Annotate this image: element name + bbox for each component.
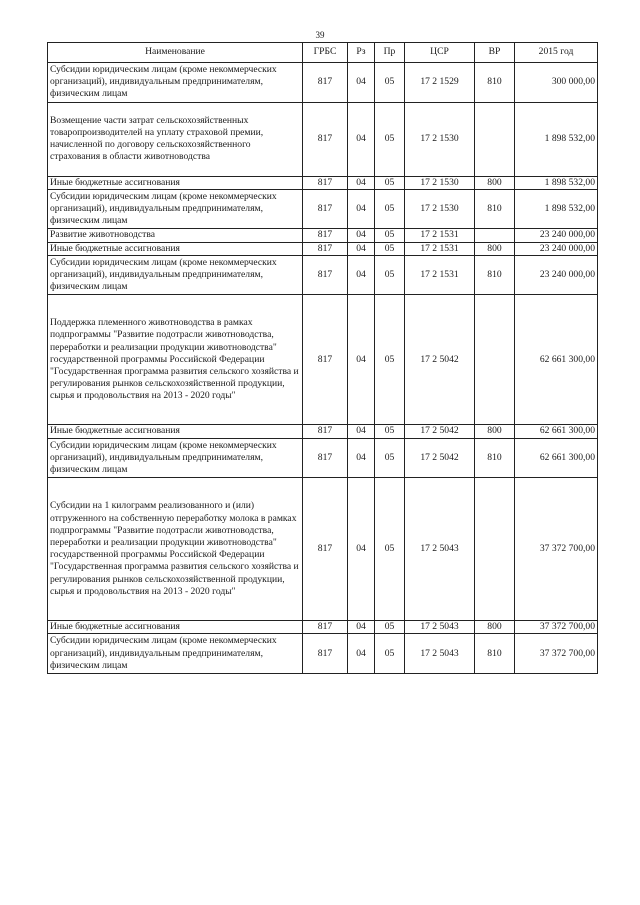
table-row: [48, 255, 598, 295]
row-vr: 800: [475, 621, 515, 634]
row-pr: 05: [375, 229, 405, 242]
table-row: [48, 634, 598, 674]
row-rz: 04: [348, 63, 375, 103]
table-row: [48, 425, 598, 438]
row-grbs: 817: [303, 295, 348, 425]
row-name: Субсидии юридическим лицам (кроме некоммерческих организаций), индивидуальным предпринимателям, физическим лицам: [48, 634, 303, 674]
table-row: [48, 229, 598, 242]
row-grbs: 817: [303, 189, 348, 229]
row-name: Иные бюджетные ассигнования: [48, 242, 303, 255]
table-row: [48, 63, 598, 103]
table-row: [48, 242, 598, 255]
table-row: [48, 102, 598, 176]
row-rz: 04: [348, 478, 375, 621]
row-csr: 17 2 1531: [405, 242, 475, 255]
table-row: [48, 478, 598, 621]
row-csr: 17 2 5042: [405, 438, 475, 478]
row-csr: 17 2 5042: [405, 295, 475, 425]
table-row: [48, 176, 598, 189]
row-pr: 05: [375, 63, 405, 103]
row-amount: 23 240 000,00: [515, 229, 598, 242]
row-vr: [475, 229, 515, 242]
row-csr: 17 2 5043: [405, 621, 475, 634]
row-grbs: 817: [303, 242, 348, 255]
row-name: Иные бюджетные ассигнования: [48, 425, 303, 438]
row-pr: 05: [375, 634, 405, 674]
row-csr: 17 2 5043: [405, 634, 475, 674]
row-rz: 04: [348, 295, 375, 425]
row-grbs: 817: [303, 102, 348, 176]
header-pr: Пр: [375, 43, 405, 63]
row-csr: 17 2 1529: [405, 63, 475, 103]
row-amount: 62 661 300,00: [515, 425, 598, 438]
row-rz: 04: [348, 438, 375, 478]
row-csr: 17 2 5042: [405, 425, 475, 438]
row-grbs: 817: [303, 438, 348, 478]
row-amount: 23 240 000,00: [515, 242, 598, 255]
row-grbs: 817: [303, 478, 348, 621]
row-amount: 62 661 300,00: [515, 295, 598, 425]
header-csr: ЦСР: [405, 43, 475, 63]
row-csr: 17 2 1531: [405, 229, 475, 242]
row-vr: [475, 478, 515, 621]
row-grbs: 817: [303, 63, 348, 103]
header-rz: Рз: [348, 43, 375, 63]
row-amount: 1 898 532,00: [515, 102, 598, 176]
row-pr: 05: [375, 102, 405, 176]
row-pr: 05: [375, 176, 405, 189]
row-csr: 17 2 1530: [405, 176, 475, 189]
row-grbs: 817: [303, 229, 348, 242]
row-grbs: 817: [303, 425, 348, 438]
row-name: Субсидии юридическим лицам (кроме некоммерческих организаций), индивидуальным предпринимателям, физическим лицам: [48, 63, 303, 103]
row-vr: 800: [475, 242, 515, 255]
row-rz: 04: [348, 102, 375, 176]
table-row: [48, 438, 598, 478]
row-name: Субсидии юридическим лицам (кроме некоммерческих организаций), индивидуальным предпринимателям, физическим лицам: [48, 438, 303, 478]
table-row: [48, 189, 598, 229]
row-amount: 23 240 000,00: [515, 255, 598, 295]
row-name: Развитие животноводства: [48, 229, 303, 242]
row-pr: 05: [375, 621, 405, 634]
row-pr: 05: [375, 242, 405, 255]
row-vr: 810: [475, 634, 515, 674]
table-row: [48, 621, 598, 634]
row-rz: 04: [348, 634, 375, 674]
row-pr: 05: [375, 438, 405, 478]
row-name: Иные бюджетные ассигнования: [48, 176, 303, 189]
row-vr: 810: [475, 438, 515, 478]
table-row: [48, 295, 598, 425]
row-rz: 04: [348, 176, 375, 189]
row-amount: 62 661 300,00: [515, 438, 598, 478]
header-year: 2015 год: [515, 43, 598, 63]
row-vr: 800: [475, 176, 515, 189]
row-csr: 17 2 1530: [405, 189, 475, 229]
row-vr: [475, 102, 515, 176]
row-csr: 17 2 1530: [405, 102, 475, 176]
row-name: Субсидии на 1 килограмм реализованного и (или) отгруженного на собственную переработку молока в рамках подпрограммы "Развитие подотрасли животноводства, переработки и реализации продукции животноводства" государственной программы Российской Федерации "Государственная программа развития сельского хозяйства и регулирования рынков сельскохозяйственной продукции, сырья и продовольствия на 2013 - 2020 годы": [48, 478, 303, 621]
row-pr: 05: [375, 189, 405, 229]
row-csr: 17 2 1531: [405, 255, 475, 295]
row-rz: 04: [348, 242, 375, 255]
header-grbs: ГРБС: [303, 43, 348, 63]
page-number: 39: [315, 30, 325, 40]
row-vr: 810: [475, 189, 515, 229]
row-name: Субсидии юридическим лицам (кроме некоммерческих организаций), индивидуальным предпринимателям, физическим лицам: [48, 255, 303, 295]
row-amount: 1 898 532,00: [515, 189, 598, 229]
row-name: Поддержка племенного животноводства в рамках подпрограммы "Развитие подотрасли животноводства, переработки и реализации продукции животноводства" государственной программы Российской Федерации "Государственная программа развития сельского хозяйства и регулирования рынков сельскохозяйственной продукции, сырья и продовольствия на 2013 - 2020 годы": [48, 295, 303, 425]
row-vr: [475, 295, 515, 425]
budget-table: [47, 42, 598, 674]
row-vr: 800: [475, 425, 515, 438]
header-name: Наименование: [48, 43, 303, 63]
row-rz: 04: [348, 229, 375, 242]
row-csr: 17 2 5043: [405, 478, 475, 621]
row-name: Субсидии юридическим лицам (кроме некоммерческих организаций), индивидуальным предпринимателям, физическим лицам: [48, 189, 303, 229]
row-pr: 05: [375, 478, 405, 621]
row-rz: 04: [348, 425, 375, 438]
row-grbs: 817: [303, 255, 348, 295]
row-vr: 810: [475, 255, 515, 295]
row-rz: 04: [348, 255, 375, 295]
row-amount: 1 898 532,00: [515, 176, 598, 189]
row-name: Возмещение части затрат сельскохозяйственных товаропроизводителей на уплату страховой премии, начисленной по договору сельскохозяйственного страхования в области животноводства: [48, 102, 303, 176]
row-rz: 04: [348, 189, 375, 229]
header-vr: ВР: [475, 43, 515, 63]
row-pr: 05: [375, 295, 405, 425]
row-amount: 37 372 700,00: [515, 478, 598, 621]
row-amount: 37 372 700,00: [515, 621, 598, 634]
table-header-row: [48, 43, 598, 63]
row-grbs: 817: [303, 634, 348, 674]
row-amount: 37 372 700,00: [515, 634, 598, 674]
row-grbs: 817: [303, 176, 348, 189]
row-vr: 810: [475, 63, 515, 103]
row-amount: 300 000,00: [515, 63, 598, 103]
row-name: Иные бюджетные ассигнования: [48, 621, 303, 634]
row-pr: 05: [375, 425, 405, 438]
row-grbs: 817: [303, 621, 348, 634]
row-rz: 04: [348, 621, 375, 634]
row-pr: 05: [375, 255, 405, 295]
